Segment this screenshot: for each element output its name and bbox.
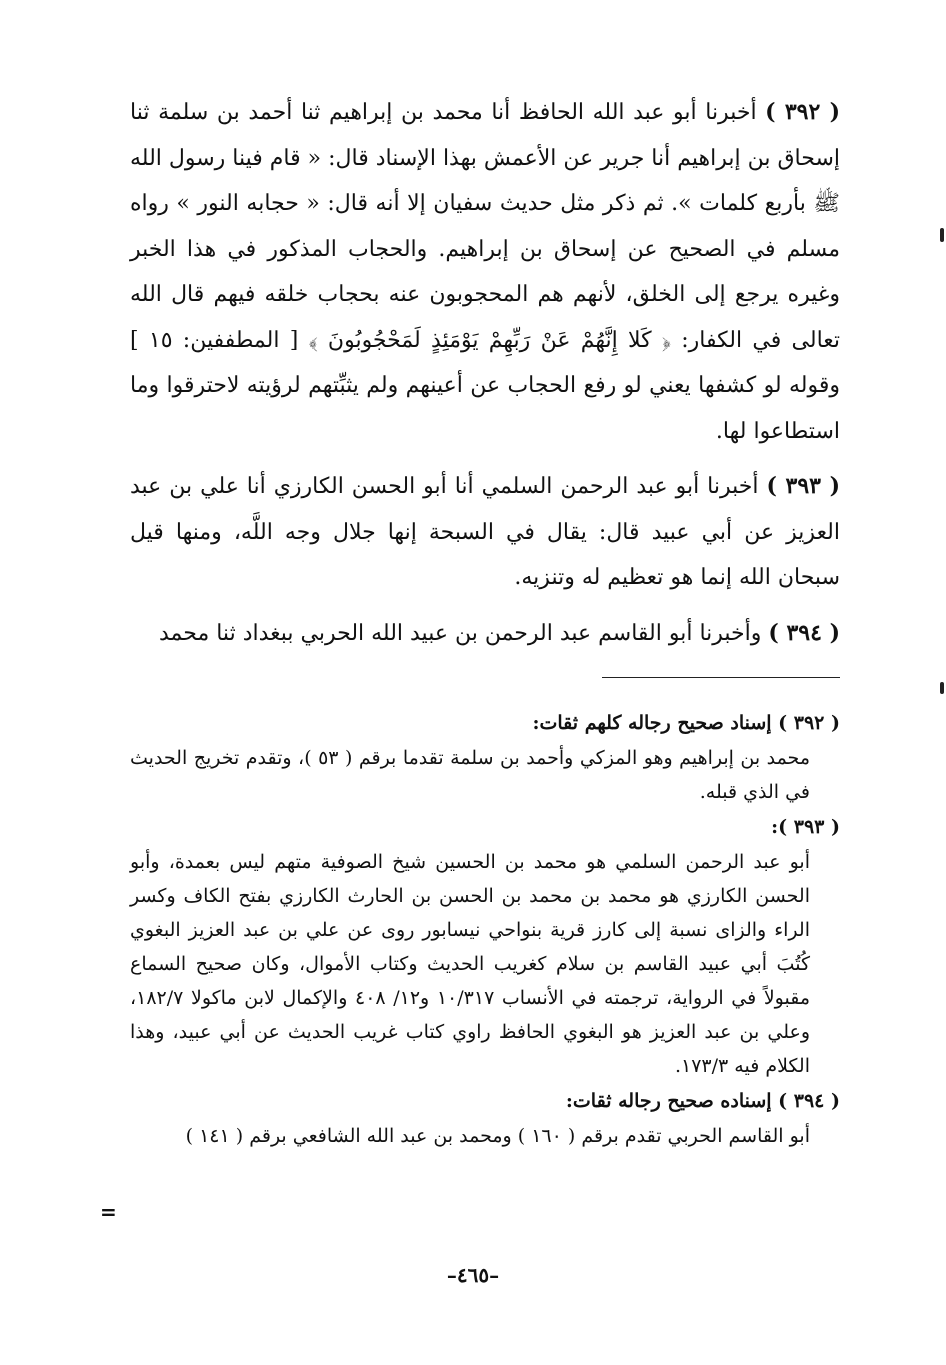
paragraph-393	[130, 464, 840, 601]
hadith-number: ( ٣٩٣ )	[766, 473, 840, 499]
paragraph-394	[130, 611, 840, 657]
footnote-body: محمد بن إبراهيم وهو المزكي وأحمد بن سلمة تقدما برقم ( ٥٣ )، وتقدم تخريج الحديث في الذي قبله.	[130, 747, 811, 803]
footnote-divider	[602, 677, 840, 678]
footnote-body: أبو عبد الرحمن السلمي هو محمد بن الحسين شيخ الصوفية متهم ليس بعمدة، وأبو الحسن الكارزي هو محمد بن محمد بن الحسن بن الحارث الكارزي بفتح الكاف وكسر الراء والزاى نسبة إلى كارز قرية بنواحي نيسابور روى عن علي بن عبد العزيز البغوي كُتُبَ أبي عبيد القاسم بن سلام كغريب الحديث وكتاب الأموال، وكان صحيح السماع مقبولاً في الرواية، ترجمته في الأنساب ١٠/٣١٧ و١٢/ ٤٠٨ والإكمال لابن ماكولا ١٨٢/٧، وعلي بن عبد العزيز هو البغوي الحافظ راوي كتاب غريب الحديث عن أبي عبيد، وهذا الكلام فيه ١٧٣/٣.	[130, 851, 811, 1077]
footnote-body: أبو القاسم الحربي تقدم برقم ( ١٦٠ ) ومحمد بن عبد الله الشافعي برقم ( ١٤١ )	[185, 1125, 810, 1147]
page-number: –٤٦٥–	[446, 1263, 500, 1287]
paragraph-392	[130, 90, 840, 454]
footnote-heading: ( ٣٩٣ ):	[771, 816, 840, 838]
paragraph-text: أخبرنا أبو عبد الله الحافظ أنا محمد بن إبراهيم ثنا أحمد بن سلمة ثنا إسحاق بن إبراهيم أنا جرير عن الأعمش بهذا الإسناد قال: « قام فينا رسول الله ﷺ بأربع كلمات ». ثم ذكر مثل حديث سفيان إلا أنه قال: « حجابه النور » رواه مسلم في الصحيح عن إسحاق بن إبراهيم. والحجاب المذكور في هذا الخبر وغيره يرجع إلى الخلق، لأنهم هم المحجوبون عنه بحجاب خلقه فيهم قال الله تعالى في الكفار: ﴿ كَلا إِنَّهُمْ عَنْ رَبِّهِمْ يَوْمَئِذٍ لَمَحْجُوبُونَ ﴾ [ المطففين: ١٥ ] وقوله لو كشفها يعني لو رفع الحجاب عن أعينهم ولم يثبِّتهم لرؤيته لاحترقوا وما استطاعوا لها.	[130, 100, 841, 444]
hadith-number: ( ٣٩٤ )	[768, 619, 840, 646]
footnotes	[130, 705, 840, 1153]
paragraph-text: أخبرنا أبو عبد الرحمن السلمي أنا أبو الحسن الكارزي أنا علي بن عبد العزيز عن أبي عبيد قال: يقال في السبحة إنها جلال وجه اللَّه، ومنها قيل سبحان الله إنما هو تعظيم له وتنزيه.	[130, 474, 840, 590]
hadith-number: ( ٣٩٢ )	[765, 99, 840, 125]
main-text	[130, 90, 840, 656]
paragraph-text: وأخبرنا أبو القاسم عبد الرحمن بن عبيد الله الحربي ببغداد ثنا محمد	[158, 620, 762, 646]
continuation-mark: =	[100, 1200, 117, 1224]
footnote-heading: ( ٣٩٢ ) إسناد صحيح رجاله كلهم ثقات:	[532, 712, 840, 734]
footnote-heading: ( ٣٩٤ ) إسناده صحيح رجاله ثقات:	[565, 1090, 840, 1112]
scan-edge-mark	[940, 228, 944, 242]
scan-edge-mark	[940, 682, 944, 694]
